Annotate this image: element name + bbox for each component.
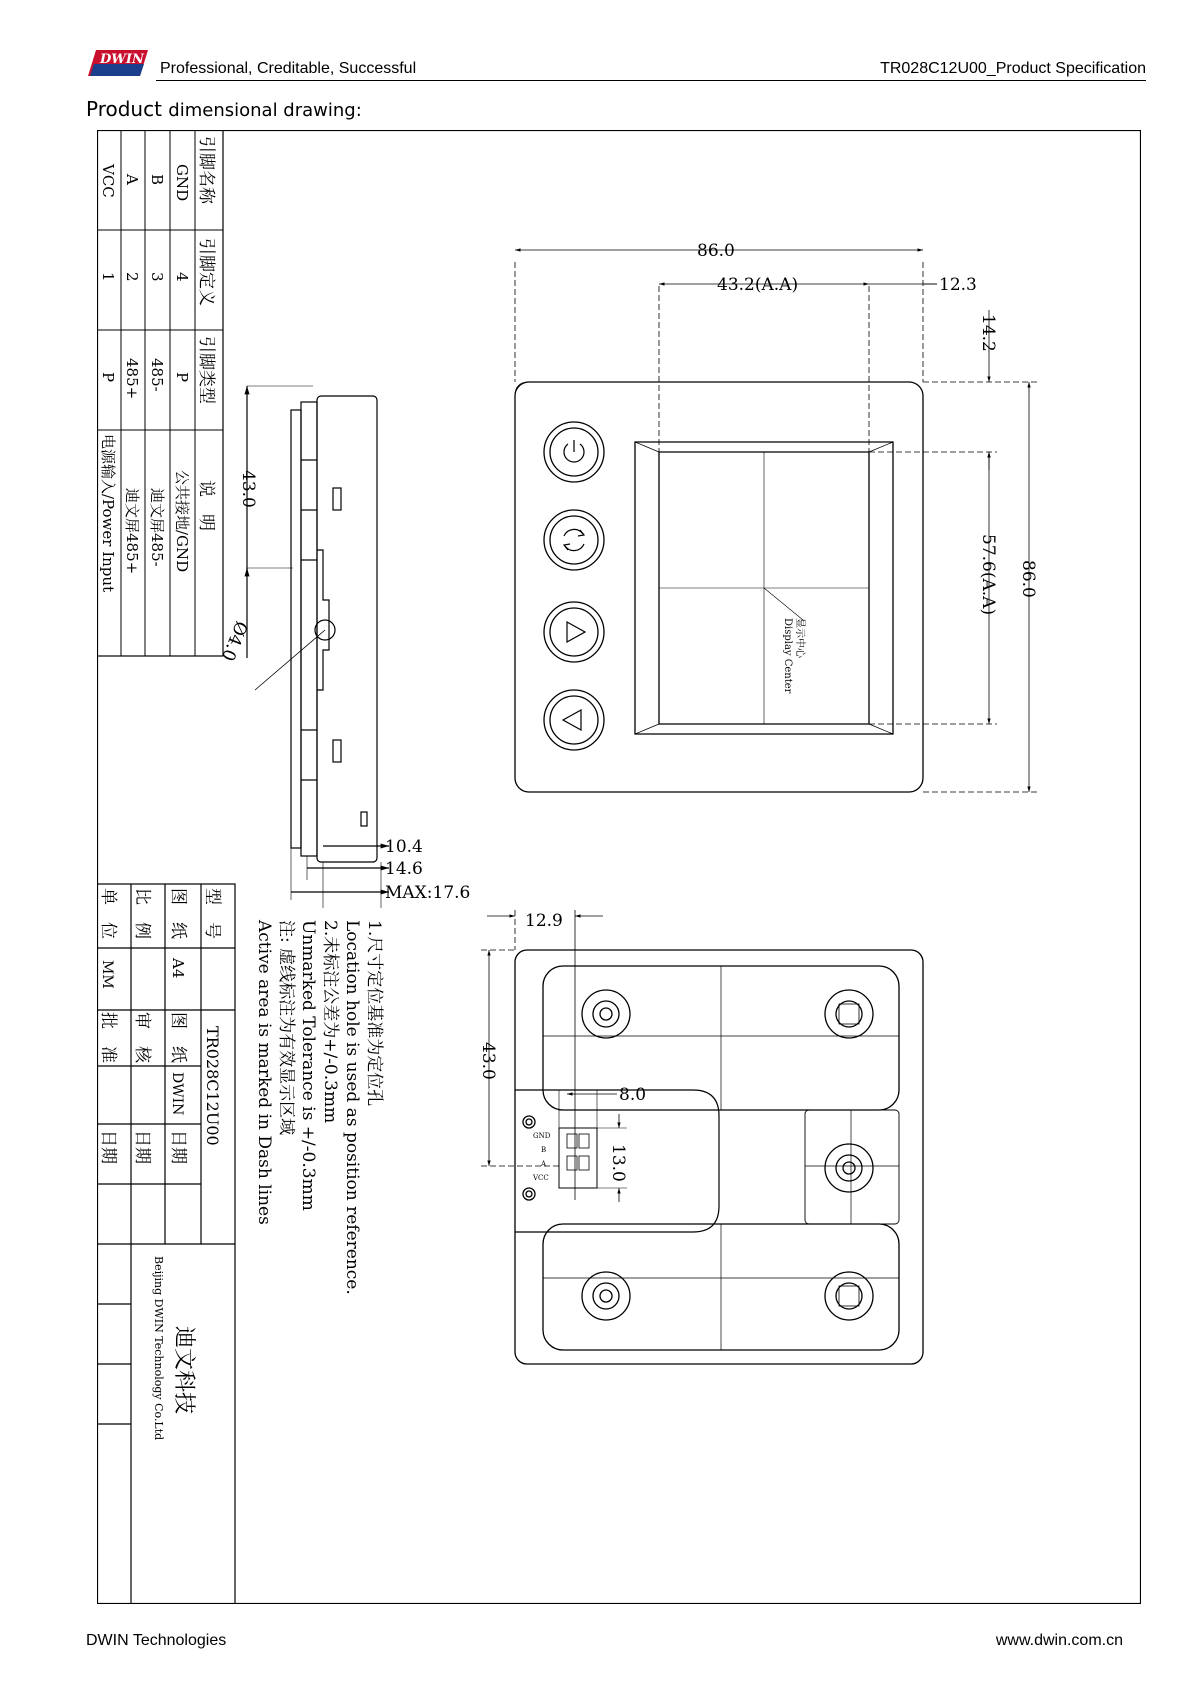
pin-gnd-desc: 公共接地/GND — [173, 470, 191, 573]
dim-aa-height: 57.6(A.A) — [978, 534, 998, 616]
dimensional-drawing — [97, 130, 1141, 1604]
tb-company-en: Beijing DWIN Technology Co.Ltd — [152, 1256, 165, 1441]
dim-depth-1: 10.4 — [385, 837, 423, 857]
side-view — [247, 386, 389, 908]
note-3-en: Active area is marked in Dash lines — [254, 920, 274, 1225]
tb-model-label: 型 号 — [202, 888, 222, 939]
tb-unit-value: MM — [99, 960, 115, 989]
refresh-icon — [564, 529, 584, 550]
pin-vcc-desc: 电源输入/Power Input — [99, 434, 117, 593]
display-center-cn: 显示中心 — [794, 618, 805, 658]
note-1-cn: 1.尺寸定位基准为定位孔 — [364, 920, 384, 1107]
tb-date-label-3: 日期 — [98, 1130, 118, 1164]
tb-model-value: TR028C12U00 — [203, 1026, 222, 1146]
display-center-en: Display Center — [782, 618, 793, 694]
dim-right-offset: 12.3 — [939, 275, 977, 295]
note-2-cn: 2.未标注公差为+/-0.3mm — [320, 920, 340, 1124]
note-3-cn: 注: 虚线标注为有效显示区域 — [276, 920, 296, 1136]
pin-b-type: 485- — [148, 358, 166, 392]
pin-vcc-type: P — [99, 372, 117, 383]
dim-width-total: 86.0 — [697, 241, 735, 261]
tb-company-cn: 迪文科技 — [171, 1326, 196, 1415]
dim-hole-diameter: Ø4.0 — [217, 618, 251, 664]
play-right-icon — [567, 622, 585, 642]
pin-header-def: 引脚定义 — [196, 238, 216, 306]
dim-side-height: 43.0 — [238, 470, 258, 508]
tb-drawing-value: DWIN — [169, 1072, 185, 1116]
page-title — [86, 97, 362, 121]
header-rule — [156, 80, 1146, 81]
pin-a-type: 485+ — [123, 358, 141, 400]
page-header — [86, 44, 1146, 80]
dim-depth-max: MAX:17.6 — [385, 883, 471, 903]
pin-header-name: 引脚名称 — [196, 136, 216, 204]
pin-vcc-def: 1 — [99, 272, 117, 282]
pin-gnd-def: 4 — [173, 272, 191, 282]
dwin-logo — [86, 46, 150, 78]
title-rest: dimensional drawing: — [168, 100, 362, 121]
dim-height-total: 86.0 — [1018, 560, 1038, 598]
note-2-en: Unmarked Tolerance is +/-0.3mm — [298, 920, 318, 1211]
connector-label-gnd: GND — [533, 1132, 551, 1140]
tb-review-label: 审 核 — [132, 1012, 152, 1063]
power-icon — [564, 440, 584, 462]
header-tagline: Professional, Creditable, Successful — [160, 60, 417, 77]
pin-a-name: A — [123, 174, 141, 185]
dim-depth-2: 14.6 — [385, 859, 423, 879]
pin-vcc-name: VCC — [99, 164, 117, 198]
pin-gnd-name: GND — [173, 164, 191, 202]
tb-date-label-2: 日期 — [132, 1130, 152, 1164]
title-block — [97, 884, 235, 1604]
connector-label-b: B — [541, 1146, 547, 1154]
tb-date-label-1: 日期 — [168, 1130, 188, 1164]
pin-header-type: 引脚类型 — [196, 336, 216, 404]
pin-b-desc: 迪文屏485- — [148, 488, 166, 567]
tb-paper-value: A4 — [169, 958, 187, 979]
pin-b-def: 3 — [148, 272, 166, 282]
dim-back-height: 43.0 — [478, 1042, 498, 1080]
dim-top-offset: 14.2 — [978, 314, 998, 352]
footer-left: DWIN Technologies — [86, 1632, 227, 1649]
dim-back-offset: 12.9 — [525, 911, 563, 931]
dim-aa-width: 43.2(A.A) — [717, 275, 799, 295]
tb-scale-label: 比 例 — [132, 888, 152, 939]
play-left-icon — [563, 710, 581, 730]
note-1-en: Location hole is used as position reference. — [342, 920, 362, 1295]
pin-gnd-type: P — [173, 372, 191, 383]
pin-table — [97, 130, 223, 656]
dim-connector-width: 8.0 — [619, 1085, 647, 1105]
pin-b-name: B — [148, 174, 166, 186]
dim-connector-height: 13.0 — [608, 1144, 628, 1182]
footer-link[interactable]: www.dwin.com.cn — [995, 1632, 1123, 1649]
pin-a-desc: 迪文屏485+ — [123, 488, 141, 575]
logo-text: DWIN — [100, 52, 144, 67]
pin-a-def: 2 — [123, 272, 141, 282]
pin-header-desc: 说 明 — [196, 480, 216, 531]
tb-drawing-label: 图 纸 — [168, 1012, 188, 1063]
title-word: Product — [86, 97, 162, 121]
connector-label-a: A — [541, 1160, 547, 1168]
tb-approve-label: 批 准 — [98, 1012, 118, 1063]
tb-unit-label: 单 位 — [98, 888, 118, 939]
front-view — [515, 382, 923, 792]
back-view — [515, 950, 923, 1364]
connector-label-vcc: VCC — [533, 1174, 549, 1182]
header-spec-title: TR028C12U00_Product Specification — [880, 60, 1146, 77]
tb-paper-label: 图 纸 — [168, 888, 188, 939]
